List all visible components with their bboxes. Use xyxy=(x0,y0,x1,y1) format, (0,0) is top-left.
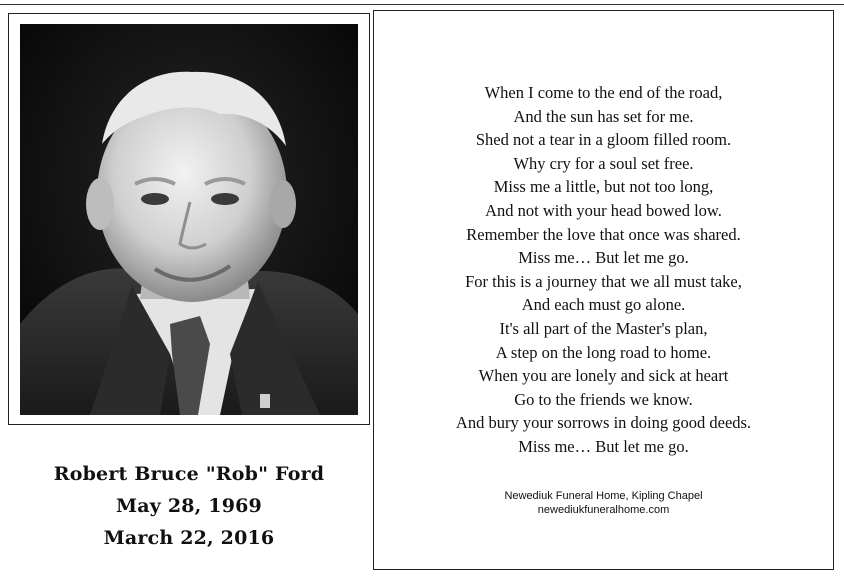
memorial-name-block xyxy=(8,458,370,554)
poem-line: Miss me a little, but not too long, xyxy=(493,177,714,197)
poem-panel xyxy=(373,10,834,570)
poem-line: When you are lonely and sick at heart xyxy=(478,366,729,386)
deceased-name: Robert Bruce "Rob" Ford xyxy=(53,463,325,485)
poem-line: And each must go alone. xyxy=(521,295,686,315)
portrait-illustration xyxy=(20,24,358,415)
poem-line: Shed not a tear in a gloom filled room. xyxy=(475,130,732,150)
poem-line: Remember the love that once was shared. xyxy=(466,224,741,244)
poem-line: And not with your head bowed low. xyxy=(485,200,722,220)
poem-line: And the sun has set for me. xyxy=(513,106,694,126)
death-date: March 22, 2016 xyxy=(103,527,275,549)
birth-date: May 28, 1969 xyxy=(116,495,262,517)
poem-text xyxy=(374,81,833,459)
funeral-home-info xyxy=(374,489,833,517)
funeral-home-website: newediukfuneralhome.com xyxy=(537,504,670,516)
portrait-photo xyxy=(20,24,358,415)
poem-line: Miss me… But let me go. xyxy=(518,436,689,456)
top-border-line xyxy=(0,4,844,5)
poem-line: And bury your sorrows in doing good deeds. xyxy=(455,413,752,433)
poem-line: Go to the friends we know. xyxy=(514,389,693,409)
poem-line: It's all part of the Master's plan, xyxy=(499,318,708,338)
photo-frame xyxy=(8,13,370,425)
poem-line: When I come to the end of the road, xyxy=(484,83,723,102)
funeral-home-name: Newediuk Funeral Home, Kipling Chapel xyxy=(504,490,703,502)
poem-line: A step on the long road to home. xyxy=(495,342,712,362)
poem-line: Miss me… But let me go. xyxy=(518,248,689,268)
poem-line: For this is a journey that we all must take, xyxy=(465,271,742,291)
poem-line: Why cry for a soul set free. xyxy=(513,153,694,173)
